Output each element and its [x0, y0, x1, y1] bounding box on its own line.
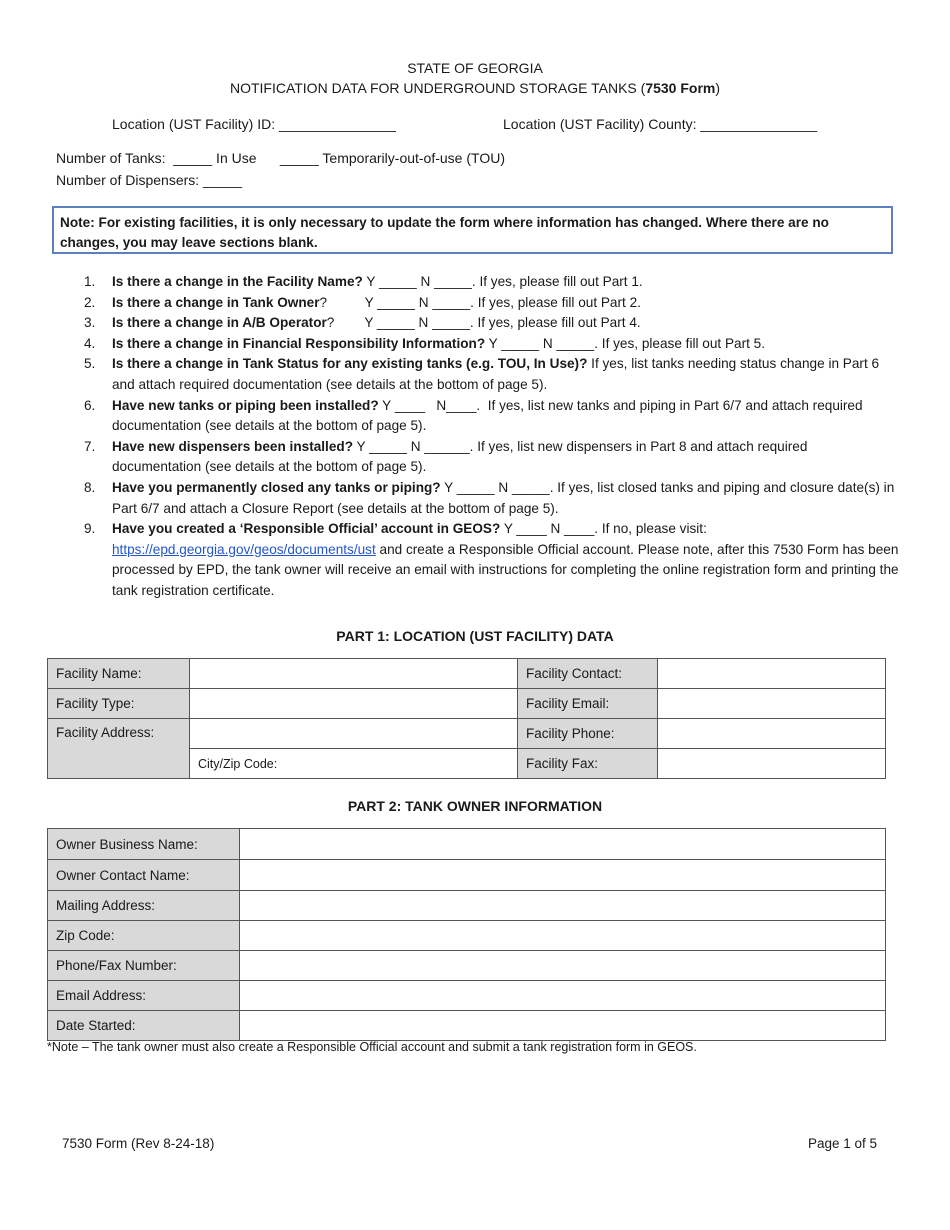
mailing-address-input[interactable] — [240, 891, 886, 921]
owner-contact-name-label: Owner Contact Name: — [48, 860, 240, 891]
facility-name-label: Facility Name: — [48, 659, 190, 689]
phone-fax-input[interactable] — [240, 951, 886, 981]
facility-fax-input[interactable] — [658, 749, 886, 779]
facility-phone-input[interactable] — [658, 719, 886, 749]
facility-email-label: Facility Email: — [518, 689, 658, 719]
facility-address-label: Facility Address: — [48, 719, 190, 779]
facility-contact-input[interactable] — [658, 659, 886, 689]
question-3: 3. Is there a change in A/B Operator? Y _____ N _____. If yes, please fill out Part 4. — [84, 315, 641, 331]
email-address-input[interactable] — [240, 981, 886, 1011]
question-2: 2. Is there a change in Tank Owner? Y _____ N _____. If yes, please fill out Part 2. — [84, 294, 641, 310]
geos-link[interactable]: https://epd.georgia.gov/geos/documents/ust — [112, 541, 376, 557]
facility-email-input[interactable] — [658, 689, 886, 719]
facility-address-input[interactable] — [190, 719, 518, 749]
question-4: 4. Is there a change in Financial Responsibility Information? Y _____ N _____. If yes, please fill out Part 5. — [84, 335, 766, 351]
date-started-label: Date Started: — [48, 1011, 240, 1041]
page-number: Page 1 of 5 — [808, 1136, 878, 1151]
facility-type-input[interactable] — [190, 689, 518, 719]
owner-business-name-label: Owner Business Name: — [48, 829, 240, 860]
question-8: 8. Have you permanently closed any tanks or piping? Y _____ N _____. If yes, list closed tanks and piping and closure date(s) in Part 6/7 and attach a Closure Report (see details at the bottom of page 5). — [84, 479, 895, 516]
facility-type-label: Facility Type: — [48, 689, 190, 719]
part2-title: PART 2: TANK OWNER INFORMATION — [347, 798, 603, 814]
state-heading: STATE OF GEORGIA — [407, 60, 543, 76]
date-started-input[interactable] — [240, 1011, 886, 1041]
form-revision: 7530 Form (Rev 8-24-18) — [62, 1136, 215, 1151]
footnote: *Note – The tank owner must also create a Responsible Official account and submit a tank registration form in GEOS. — [47, 1040, 697, 1054]
facility-id-field[interactable]: Location (UST Facility) ID: _______________ — [112, 116, 396, 132]
phone-fax-label: Phone/Fax Number: — [48, 951, 240, 981]
zip-code-input[interactable] — [240, 921, 886, 951]
city-zip-input[interactable]: City/Zip Code: — [190, 749, 518, 779]
question-9: 9. Have you created a ‘Responsible Official’ account in GEOS? Y ____ N ____. If no, please visit: https://epd.georgia.gov/geos/documents/ust and create a Responsible Official account. Please note, after this 7530 Form has been processed by EPD, the tank owner will receive an email with instructions for completing the online registration form and printing the tank registration certificate. — [84, 521, 899, 598]
mailing-address-label: Mailing Address: — [48, 891, 240, 921]
facility-contact-label: Facility Contact: — [518, 659, 658, 689]
question-6: 6. Have new tanks or piping been installed? Y ____ N____. If yes, list new tanks and piping in Part 6/7 and attach required documentation (see details at the bottom of page 5). — [84, 397, 867, 434]
owner-business-name-input[interactable] — [240, 829, 886, 860]
part1-title: PART 1: LOCATION (UST FACILITY) DATA — [336, 628, 614, 644]
question-7: 7. Have new dispensers been installed? Y _____ N ______. If yes, list new dispensers in Part 8 and attach required documentation (see details at the bottom of page 5). — [84, 438, 808, 475]
question-1: 1. Is there a change in the Facility Name? Y _____ N _____. If yes, please fill out Part 1. — [84, 274, 643, 289]
form-title: NOTIFICATION DATA FOR UNDERGROUND STORAGE TANKS (7530 Form) — [229, 80, 721, 96]
question-list — [84, 272, 899, 602]
note-box: Note: For existing facilities, it is only necessary to update the form where information has changed. Where there are no changes, you may leave sections blank. — [52, 206, 893, 254]
number-of-tanks-field[interactable]: Number of Tanks: _____ In Use _____ Temporarily-out-of-use (TOU) — [56, 150, 505, 166]
owner-contact-name-input[interactable] — [240, 860, 886, 891]
facility-phone-label: Facility Phone: — [518, 719, 658, 749]
facility-name-input[interactable] — [190, 659, 518, 689]
part2-table — [47, 828, 886, 1041]
zip-code-label: Zip Code: — [48, 921, 240, 951]
facility-county-field[interactable]: Location (UST Facility) County: _______________ — [503, 116, 818, 132]
number-of-dispensers-field[interactable]: Number of Dispensers: _____ — [56, 172, 242, 188]
part1-table — [47, 658, 886, 779]
facility-fax-label: Facility Fax: — [518, 749, 658, 779]
question-5: 5. Is there a change in Tank Status for any existing tanks (e.g. TOU, In Use)? If yes, list tanks needing status change in Part 6 and attach required documentation (see details at the bottom of page 5). — [84, 356, 880, 392]
email-address-label: Email Address: — [48, 981, 240, 1011]
